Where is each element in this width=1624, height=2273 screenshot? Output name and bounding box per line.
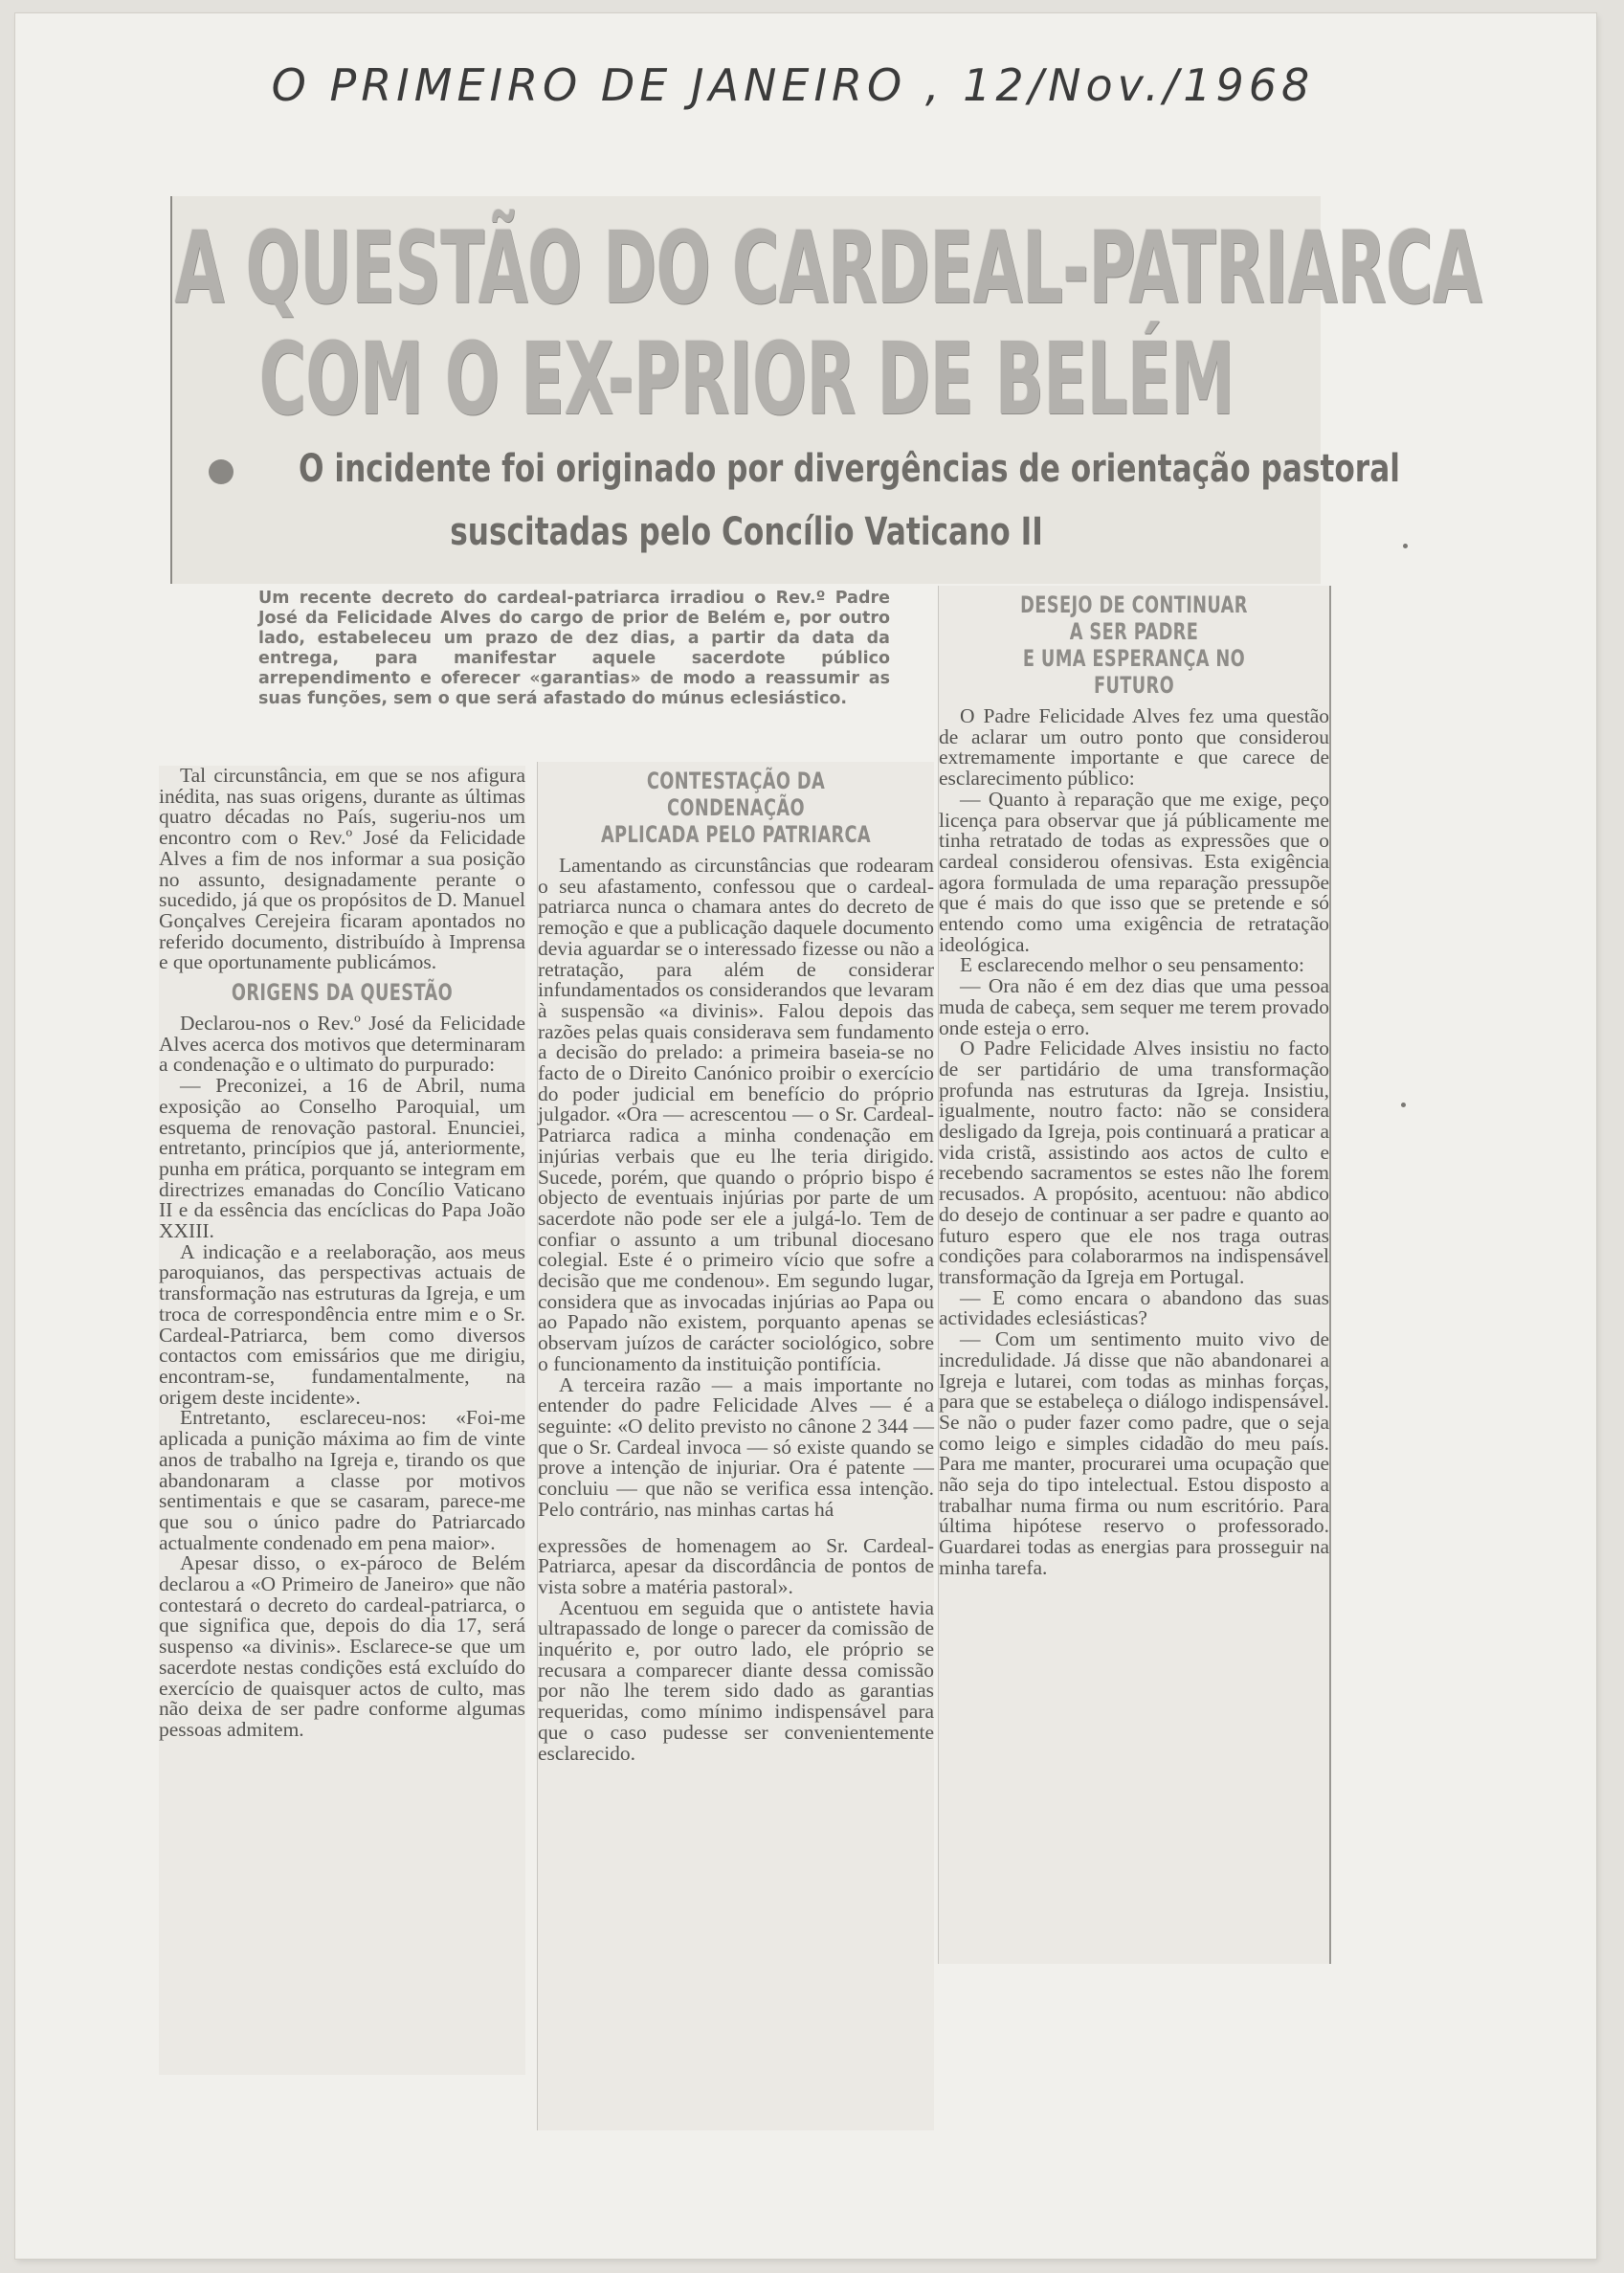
bullet-dot-icon [209, 459, 234, 484]
headline-clipping [170, 196, 1482, 584]
column3-heading [990, 591, 1279, 699]
column3-paragraph: — Ora não é em dez dias que uma pessoa muda de cabeça, sem sequer me terem provado onde esteja o erro. [939, 974, 1329, 1039]
column3-heading-line-2: A SER PADRE [1069, 618, 1199, 645]
headline-line-2: COM O EX-PRIOR DE BELÉM [258, 321, 1235, 437]
column2-paragraph: Lamentando as circunstâncias que rodearam o seu afastamento, confessou que o cardeal-patriarca nunca o chamara antes do decreto de remoção e que a publicação daquele documento devia aguardar se o interessado fizesse ou não a retratação, para além de considerar infundamentados os considerandos que levaram à suspensão «a divinis». Falou depois das razões pelas quais considerava sem fundamento a decisão do prelado: a primeira baseia-se no facto de o Direito Canónico proibir o exercício do poder judicial em benefício do próprio julgador. «Ora — acrescentou — o Sr. Cardeal-Patriarca radica a minha condenação em injúrias verbais que eu lhe teria dirigido. Sucede, porém, que quando o próprio bispo é objecto de eventuais injúrias por parte de um sacerdote não pode ser ele a julgá-lo. Tem de confiar o assunto a um tribunal diocesano colegial. Este é o primeiro vício que sofre a decisão que me condenou». Em segundo lugar, considera que as invocadas injúrias ao Papa ou ao Papado não existem, porquanto apenas se observam juízos de carácter sociológico, sobre o funcionamento da instituição pontifícia. [538, 854, 934, 1375]
lede-paragraph: Um recente decreto do cardeal-patriarca irradiou o Rev.º Padre José da Felicidade Alves do cargo de prior de Belém e, por outro lado, estabeleceu um prazo de dez dias, a partir da data da entrega, para manifestar aquele sacerdote público arrependimento e oferecer «garantias» de modo a reassumir as suas funções, sem o que será afastado do múnus eclesiástico. [258, 589, 890, 708]
paper-speck [1403, 544, 1408, 548]
column2-heading [590, 768, 882, 848]
column1-paragraph: Declarou-nos o Rev.º José da Felicidade Alves acerca dos motivos que determinaram a condenação e o ultimato do purpurado: [159, 1012, 525, 1077]
column1-paragraph: Tal circunstância, em que se nos afigura inédita, nas suas origens, durante as últimas quatro décadas no País, sugeriu-nos um encontro com o Rev.º José da Felicidade Alves a fim de nos informar a sua posição no assunto, designadamente perante o sucedido, já que os propósitos de D. Manuel Gonçalves Cerejeira ficaram apontados no referido documento, distribuído à Imprensa e que oportunamente publicámos. [159, 764, 525, 974]
column1-paragraph: — Preconizei, a 16 de Abril, numa exposição ao Conselho Paroquial, um esquema de renovação pastoral. Enunciei, entretanto, princípios que já, anteriormente, punha em prática, porquanto se integram em directrizes emanadas do Concílio Vaticano II e da essência das encíclicas do Papa João XXIII. [159, 1074, 525, 1243]
column2-heading-line-2: APLICADA PELO PATRIARCA [600, 821, 872, 848]
article-column-2 [537, 762, 934, 2130]
column2-paragraph: Acentuou em seguida que o antistete havia ultrapassado de longe o parecer da comissão de inquérito e, por outro lado, ele próprio se recusara a comparecer diante dessa comissão por não lhe terem sido dado as garantias requeridas, como mínimo indispensável para que o caso pudesse ser convenientemente esclarecido. [538, 1595, 934, 1765]
column3-paragraph: — E como encara o abandono das suas actividades eclesiásticas? [939, 1285, 1329, 1330]
subtitle-line-2: suscitadas pelo Concílio Vaticano II [450, 510, 1043, 554]
column3-paragraph: O Padre Felicidade Alves insistiu no facto de ser partidário de uma transformação profunda nas estruturas da Igreja. Insistiu, igualmente, noutro facto: não se considera desligado da Igreja, pois continuará a praticar a vida cristã, assistindo aos actos de culto e recebendo sacramentos se estes não lhe forem recusados. A propósito, acentuou: não abdico do desejo de continuar a ser padre e quanto ao futuro espero que ele nos traga outras condições para colaborarmos na indispensável transformação da Igreja em Portugal. [939, 1036, 1329, 1288]
column3-heading-line-3: E UMA ESPERANÇA NO FUTURO [1022, 645, 1246, 699]
subtitle-line-1: O incidente foi originado por divergências de orientação pastoral [299, 447, 1400, 491]
column3-paragraph: O Padre Felicidade Alves fez uma questão de aclarar um outro ponto que considerou extremamente importante e que carece de esclarecimento público: [939, 704, 1329, 791]
article-column-3 [938, 586, 1331, 1964]
column3-heading-line-1: DESEJO DE CONTINUAR [1020, 591, 1248, 618]
article-column-1 [159, 766, 525, 2075]
column1-heading: ORIGENS DA QUESTÃO [231, 979, 454, 1007]
column1-paragraph: Apesar disso, o ex-pároco de Belém declarou a «O Primeiro de Janeiro» que não contestará o decreto do cardeal-patriarca, o que significa que, depois do dia 17, será suspenso «a divinis». Esclarece-se que um sacerdote nestas condições está excluído do exercício de quaisquer actos de culto, mas não deixa de ser padre conforme algumas pessoas admitem. [159, 1551, 525, 1741]
handwritten-source-note: O PRIMEIRO DE JANEIRO , 12/Nov./1968 [271, 59, 1315, 111]
column3-paragraph: — Quanto à reparação que me exige, peço licença para observar que já públicamente me tinha retratado de todas as expressões que o cardeal considerou ofensivas. Esta exigência agora formulada de uma reparação pressupõe que é mais do que isso que se pretende e só entendo como uma exigência de retratação ideológica. [939, 787, 1329, 956]
column2-paragraph: expressões de homenagem ao Sr. Cardeal-Patriarca, apesar da discordância de pontos de vista sobre a matéria pastoral». [538, 1533, 934, 1598]
column2-heading-line-1: CONTESTAÇÃO DA CONDENAÇÃO [646, 768, 826, 821]
column2-paragraph: A terceira razão — a mais importante no entender do padre Felicidade Alves — é a seguinte: «O delito previsto no cânone 2 344 — que o Sr. Cardeal invoca — só existe quando se prove a intenção de injuriar. Ora é patente — concluiu — que não se verifica essa intenção. Pelo contrário, nas minhas cartas há [538, 1372, 934, 1521]
column1-paragraph: A indicação e a reelaboração, aos meus paroquianos, das perspectivas actuais de transformação nas estruturas da Igreja, e um troca de correspondência entre mim e o Sr. Cardeal-Patriarca, bem como diversos contactos com emissários que me dirigiu, encontram-se, fundamentalmente, na origem deste incidente». [159, 1239, 525, 1409]
column3-paragraph: — Com um sentimento muito vivo de incredulidade. Já disse que não abandonarei a Igreja e lutarei, com todas as minhas forças, para que se estabeleça o diálogo indispensável. Se não o puder fazer como padre, que o seja como leigo e simples cidadão do meu país. Para me manter, procurarei uma ocupação que não seja do tipo intelectual. Estou disposto a trabalhar numa firma ou num escritório. Para última hipótese reservo o professorado. Guardarei todas as energias para prosseguir na minha tarefa. [939, 1327, 1329, 1579]
paper-speck [1401, 1103, 1406, 1107]
column1-paragraph: Entretanto, esclareceu-nos: «Foi-me aplicada a punição máxima ao fim de vinte anos de trabalho na Igreja e, tirando os que abandonaram a classe por motivos sentimentais e que se casaram, parece-me que sou o único padre do Patriarcado actualmente condenado em pena maior». [159, 1406, 525, 1554]
column3-paragraph: E esclarecendo melhor o seu pensamento: [960, 953, 1304, 977]
headline-line-1: A QUESTÃO DO CARDEAL-PATRIARCA [174, 210, 1482, 326]
